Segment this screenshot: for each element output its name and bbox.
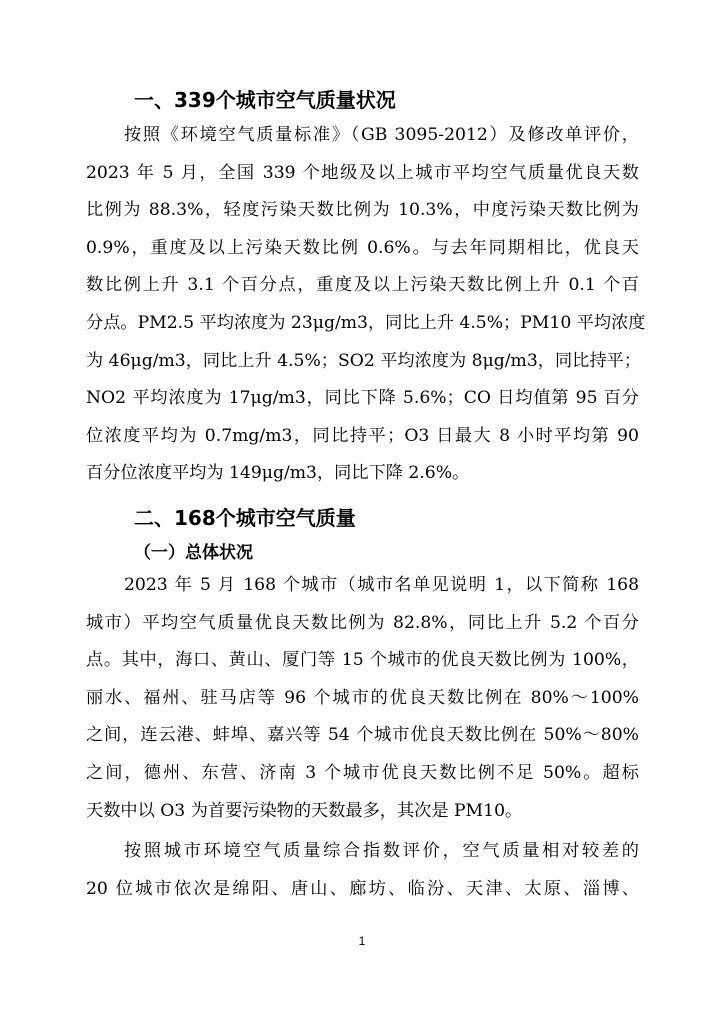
- paragraph-line: 20 位城市依次是绵阳、唐山、廊坊、临汾、天津、太原、淄博、: [86, 878, 639, 899]
- page-number: 1: [358, 934, 366, 948]
- section-1-heading: 一、339个城市空气质量状况: [134, 88, 396, 112]
- paragraph-line: 比例为 88.3%，轻度污染天数比例为 10.3%，中度污染天数比例为: [86, 200, 639, 221]
- paragraph-line: 0.9%，重度及以上污染天数比例 0.6%。与去年同期相比，优良天: [86, 237, 639, 258]
- paragraph-line: 城市）平均空气质量优良天数比例为 82.8%，同比上升 5.2 个百分: [86, 612, 639, 633]
- paragraph-line: 点。其中，海口、黄山、厦门等 15 个城市的优良天数比例为 100%，: [86, 650, 639, 671]
- paragraph-line: 按照城市环境空气质量综合指数评价，空气质量相对较差的: [124, 841, 639, 861]
- paragraph-line: 百分位浓度平均为 149μg/m3，同比下降 2.6%。: [86, 463, 470, 484]
- paragraph-line: 位浓度平均为 0.7mg/m3，同比持平；O3 日最大 8 小时平均第 90: [86, 425, 639, 446]
- section-2-paragraph-2: [86, 833, 639, 908]
- paragraph-line: 天数中以 O3 为首要污染物的天数最多，其次是 PM10。: [86, 800, 523, 821]
- paragraph-line: 按照《环境空气质量标准》（GB 3095-2012）及修改单评价，: [124, 125, 639, 145]
- paragraph-line: 数比例上升 3.1 个百分点，重度及以上污染天数比例上升 0.1 个百: [86, 275, 639, 296]
- paragraph-line: NO2 平均浓度为 17μg/m3，同比下降 5.6%；CO 日均值第 95 百分: [86, 388, 639, 409]
- section-2-heading: 二、168个城市空气质量: [134, 506, 356, 530]
- section-2-subheading: （一）总体状况: [134, 543, 253, 563]
- paragraph-line: 2023 年 5 月，全国 339 个地级及以上城市平均空气质量优良天数: [86, 162, 639, 183]
- paragraph-line: 之间，德州、东营、济南 3 个城市优良天数比例不足 50%。超标: [86, 762, 639, 783]
- paragraph-line: 2023 年 5 月 168 个城市（城市名单见说明 1，以下简称 168: [124, 575, 639, 595]
- paragraph-line: 分点。PM2.5 平均浓度为 23μg/m3，同比上升 4.5%；PM10 平均浓度: [86, 312, 646, 333]
- section-2-paragraph-1: [86, 567, 639, 830]
- paragraph-line: 之间，连云港、蚌埠、嘉兴等 54 个城市优良天数比例在 50%～80%: [86, 725, 639, 746]
- paragraph-line: 丽水、福州、驻马店等 96 个城市的优良天数比例在 80%～100%: [86, 687, 639, 708]
- paragraph-line: 为 46μg/m3，同比上升 4.5%；SO2 平均浓度为 8μg/m3，同比持平；: [86, 350, 641, 371]
- section-1-paragraph: [86, 117, 646, 493]
